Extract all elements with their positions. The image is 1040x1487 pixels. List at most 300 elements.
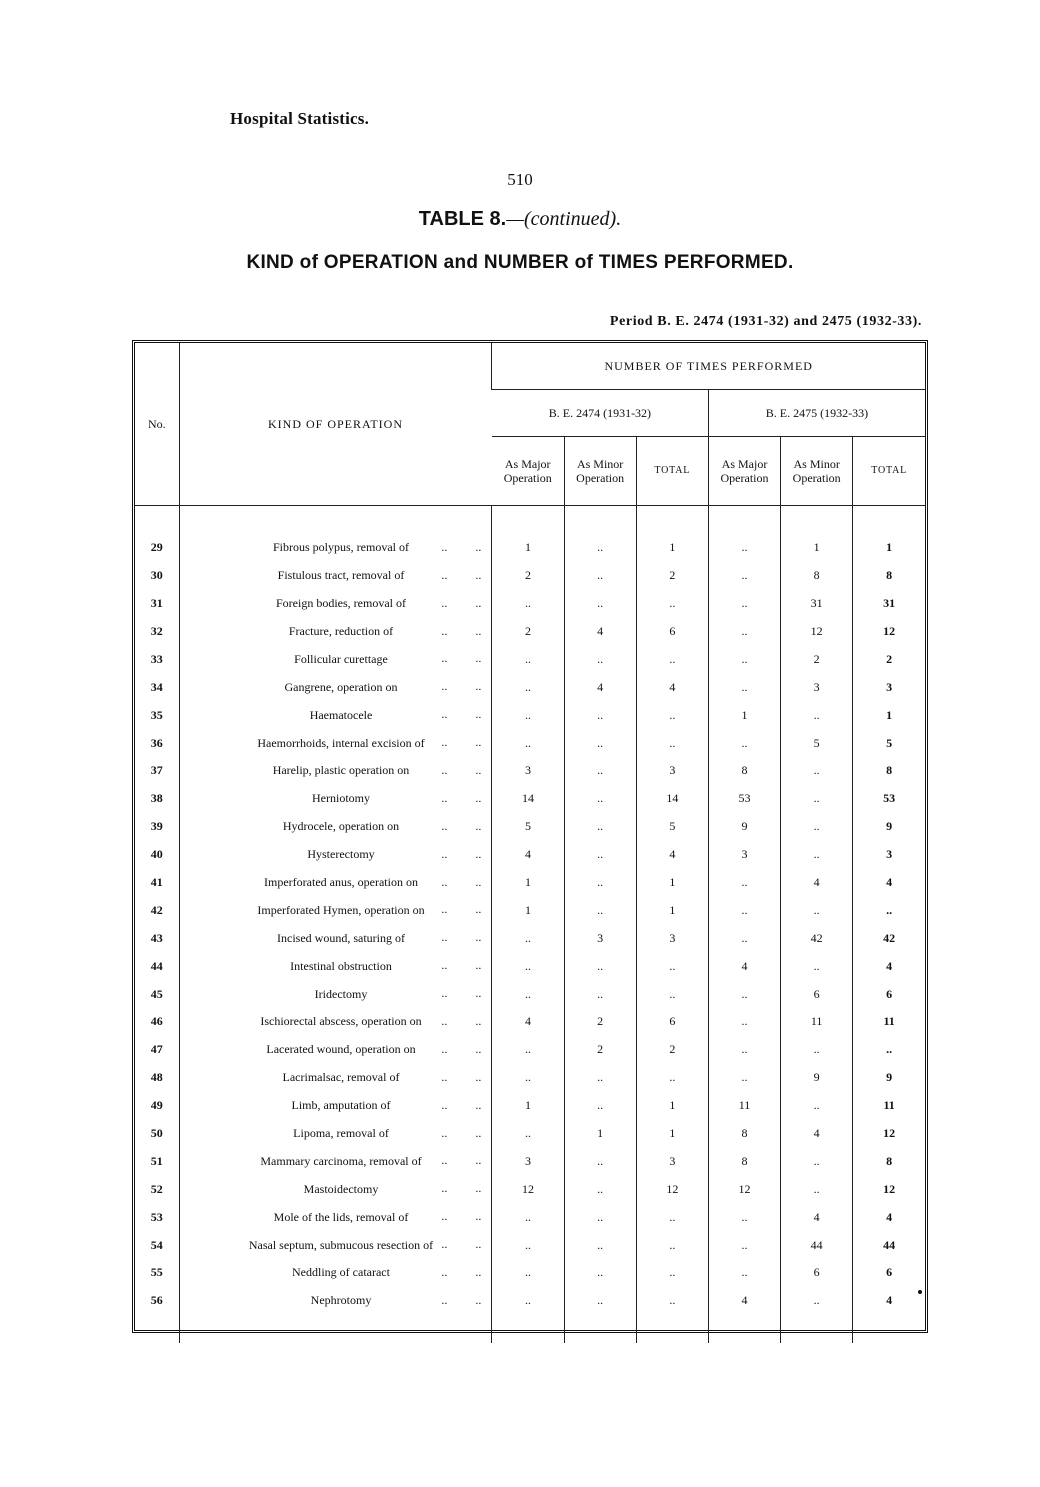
kind-of-operation: Fibrous polypus, removal of <box>273 540 409 555</box>
leader-dots: .. .. <box>441 1181 482 1196</box>
cell-total-2474: 4 <box>636 841 708 869</box>
cell-major-2475: .. <box>708 1259 780 1287</box>
subheader-major-2475 <box>708 437 780 506</box>
cell-minor-2474: 1 <box>564 1120 636 1148</box>
cell-total-2475: 44 <box>853 1231 925 1259</box>
cell-total-2475: 8 <box>853 562 925 590</box>
cell-total-2474: .. <box>636 1203 708 1231</box>
operations-table <box>135 343 925 1343</box>
cell-total-2474: 3 <box>636 924 708 952</box>
kind-of-operation: Intestinal obstruction <box>290 958 392 973</box>
row-number: 51 <box>150 1153 163 1168</box>
leader-dots: .. .. <box>441 623 482 638</box>
cell-total-2474: 3 <box>636 757 708 785</box>
table-row <box>135 562 925 590</box>
table-row <box>135 590 925 618</box>
cell-major-2474: 4 <box>492 841 564 869</box>
kind-of-operation-cell <box>179 785 492 813</box>
kind-of-operation: Mammary carcinoma, removal of <box>260 1153 422 1168</box>
kind-of-operation-cell <box>179 645 492 673</box>
cell-major-2474: 14 <box>492 785 564 813</box>
cell-minor-2474: .. <box>564 590 636 618</box>
kind-of-operation-cell <box>179 729 492 757</box>
table-row <box>135 1231 925 1259</box>
leader-dots: .. .. <box>441 679 482 694</box>
cell-total-2474: 4 <box>636 673 708 701</box>
cell-minor-2475: 4 <box>781 1120 853 1148</box>
cell-total-2475: 5 <box>853 729 925 757</box>
kind-of-operation-cell <box>179 534 492 562</box>
leader-dots: .. .. <box>441 707 482 722</box>
cell-minor-2475: .. <box>781 896 853 924</box>
cell-minor-2475: .. <box>781 785 853 813</box>
cell-major-2474: .. <box>492 1203 564 1231</box>
leader-dots: .. .. <box>441 595 482 610</box>
subheader-major-line1: As Major <box>721 457 768 471</box>
cell-minor-2475: .. <box>781 1147 853 1175</box>
row-number: 38 <box>150 791 163 806</box>
subheader-minor-line1: As Minor <box>576 457 624 471</box>
cell-total-2474: 12 <box>636 1175 708 1203</box>
kind-of-operation: Hysterectomy <box>307 847 375 862</box>
cell-minor-2474: .. <box>564 1287 636 1315</box>
row-number: 40 <box>150 847 163 862</box>
cell-minor-2475: 2 <box>781 645 853 673</box>
cell-major-2475: 8 <box>708 757 780 785</box>
cell-total-2475: 2 <box>853 645 925 673</box>
kind-of-operation: Follicular curettage <box>294 651 388 666</box>
kind-of-operation-cell <box>179 1064 492 1092</box>
cell-minor-2475: 5 <box>781 729 853 757</box>
leader-dots: .. .. <box>441 902 482 917</box>
kind-of-operation: Fracture, reduction of <box>288 624 394 638</box>
leader-dots: .. .. <box>441 651 482 666</box>
cell-major-2475: .. <box>708 896 780 924</box>
table-row <box>135 1036 925 1064</box>
kind-of-operation-cell <box>179 980 492 1008</box>
subheader-total-2475: TOTAL <box>853 437 925 506</box>
table-row <box>135 673 925 701</box>
cell-minor-2475: 3 <box>781 673 853 701</box>
cell-minor-2474: .. <box>564 869 636 897</box>
cell-total-2475: 6 <box>853 1259 925 1287</box>
kind-of-operation: Fistulous tract, removal of <box>277 568 405 583</box>
leader-dots: .. .. <box>441 818 482 833</box>
cell-minor-2475: 4 <box>781 1203 853 1231</box>
cell-minor-2474: .. <box>564 645 636 673</box>
cell-minor-2475: .. <box>781 841 853 869</box>
cell-total-2474: .. <box>636 1287 708 1315</box>
cell-total-2474: 14 <box>636 785 708 813</box>
cell-total-2474: .. <box>636 1231 708 1259</box>
leader-dots: .. .. <box>441 1292 482 1307</box>
cell-major-2474: .. <box>492 1259 564 1287</box>
cell-minor-2475: .. <box>781 1092 853 1120</box>
table-row <box>135 645 925 673</box>
cell-minor-2474: .. <box>564 1147 636 1175</box>
cell-major-2474: 2 <box>492 562 564 590</box>
cell-total-2474: .. <box>636 645 708 673</box>
cell-minor-2474: .. <box>564 1064 636 1092</box>
cell-major-2474: .. <box>492 980 564 1008</box>
cell-major-2474: 1 <box>492 896 564 924</box>
cell-total-2474: 3 <box>636 1147 708 1175</box>
cell-minor-2475: .. <box>781 757 853 785</box>
period-caption: Period B. E. 2474 (1931-32) and 2475 (1932-33). <box>609 314 922 329</box>
cell-major-2475: .. <box>708 645 780 673</box>
cell-minor-2474: .. <box>564 729 636 757</box>
cell-total-2475: .. <box>853 1036 925 1064</box>
kind-of-operation-cell <box>179 1120 492 1148</box>
cell-total-2475: 1 <box>853 534 925 562</box>
subheader-minor-line1: As Minor <box>793 457 840 471</box>
kind-of-operation: Lacerated wound, operation on <box>266 1042 416 1057</box>
cell-total-2474: 6 <box>636 618 708 646</box>
leader-dots: .. .. <box>441 1069 482 1084</box>
row-number: 46 <box>150 1014 163 1029</box>
cell-major-2474: .. <box>492 1036 564 1064</box>
row-number: 55 <box>150 1265 163 1280</box>
subheader-major-line1: As Major <box>504 457 551 471</box>
cell-minor-2475: 44 <box>781 1231 853 1259</box>
kind-of-operation-cell <box>179 1147 492 1175</box>
cell-total-2475: 12 <box>853 1120 925 1148</box>
row-number: 30 <box>150 568 163 583</box>
cell-minor-2474: .. <box>564 562 636 590</box>
cell-major-2475: 4 <box>708 1287 780 1315</box>
cell-total-2474: 5 <box>636 813 708 841</box>
subheader-minor-2474 <box>564 437 636 506</box>
table-row <box>135 757 925 785</box>
kind-of-operation-cell <box>179 757 492 785</box>
leader-dots: .. .. <box>441 1125 482 1140</box>
row-number: 31 <box>150 596 163 611</box>
cell-total-2474: 1 <box>636 1092 708 1120</box>
kind-of-operation-cell <box>179 841 492 869</box>
kind-of-operation-cell <box>179 896 492 924</box>
cell-minor-2474: .. <box>564 841 636 869</box>
kind-of-operation: Hydrocele, operation on <box>282 819 400 834</box>
kind-of-operation-cell <box>179 1203 492 1231</box>
table-row <box>135 1092 925 1120</box>
cell-total-2475: 11 <box>853 1092 925 1120</box>
cell-minor-2474: .. <box>564 534 636 562</box>
kind-of-operation-cell <box>179 701 492 729</box>
cell-minor-2474: .. <box>564 952 636 980</box>
row-number: 44 <box>150 958 163 973</box>
leader-dots: .. .. <box>441 763 482 778</box>
cell-major-2475: .. <box>708 1008 780 1036</box>
cell-major-2475: 12 <box>708 1175 780 1203</box>
table-row <box>135 1008 925 1036</box>
kind-of-operation-cell <box>179 1287 492 1315</box>
leader-dots: .. .. <box>441 1237 482 1252</box>
table-row <box>135 980 925 1008</box>
cell-total-2475: 6 <box>853 980 925 1008</box>
cell-minor-2474: .. <box>564 980 636 1008</box>
cell-total-2474: .. <box>636 590 708 618</box>
leader-dots: .. .. <box>441 735 482 750</box>
cell-total-2474: 2 <box>636 1036 708 1064</box>
leader-dots: .. .. <box>441 1265 482 1280</box>
kind-of-operation: Lacrimalsac, removal of <box>282 1070 400 1085</box>
cell-major-2475: 11 <box>708 1092 780 1120</box>
cell-total-2475: 4 <box>853 952 925 980</box>
table-row <box>135 1120 925 1148</box>
period-header-2475: B. E. 2475 (1932-33) <box>708 390 925 437</box>
cell-major-2474: .. <box>492 729 564 757</box>
table-continued: —(continued). <box>506 208 622 230</box>
cell-minor-2474: .. <box>564 1259 636 1287</box>
cell-major-2475: .. <box>708 590 780 618</box>
row-number: 39 <box>150 819 163 834</box>
table-row <box>135 701 925 729</box>
kind-of-operation: Foreign bodies, removal of <box>276 596 406 611</box>
ink-dot <box>918 1290 922 1294</box>
table-row <box>135 952 925 980</box>
subheader-major-line2: Operation <box>720 471 769 485</box>
period-header-2474: B. E. 2474 (1931-32) <box>492 390 709 437</box>
table-row <box>135 1259 925 1287</box>
cell-major-2475: .. <box>708 673 780 701</box>
row-number: 49 <box>150 1098 163 1113</box>
running-title: Hospital Statistics. <box>230 109 370 128</box>
cell-minor-2474: .. <box>564 1231 636 1259</box>
cell-minor-2474: .. <box>564 896 636 924</box>
subheader-major-line2: Operation <box>503 471 552 485</box>
cell-major-2475: .. <box>708 869 780 897</box>
cell-total-2475: 8 <box>853 757 925 785</box>
cell-major-2474: 12 <box>492 1175 564 1203</box>
cell-minor-2475: 6 <box>781 980 853 1008</box>
cell-minor-2474: .. <box>564 813 636 841</box>
cell-total-2475: 4 <box>853 869 925 897</box>
cell-major-2474: 5 <box>492 813 564 841</box>
leader-dots: .. .. <box>441 874 482 889</box>
kind-of-operation: Nasal septum, submucous resection of <box>248 1237 434 1252</box>
kind-of-operation: Herniotomy <box>312 791 370 806</box>
cell-total-2475: 31 <box>853 590 925 618</box>
cell-total-2475: 12 <box>853 1175 925 1203</box>
row-number: 50 <box>150 1126 163 1141</box>
cell-minor-2475: .. <box>781 1287 853 1315</box>
cell-minor-2475: .. <box>781 813 853 841</box>
kind-of-operation-cell <box>179 590 492 618</box>
kind-of-operation-cell <box>179 1092 492 1120</box>
cell-minor-2475: .. <box>781 1036 853 1064</box>
cell-total-2475: 3 <box>853 673 925 701</box>
cell-minor-2474: .. <box>564 701 636 729</box>
cell-total-2475: .. <box>853 896 925 924</box>
cell-major-2474: 3 <box>492 757 564 785</box>
table-row <box>135 1064 925 1092</box>
kind-of-operation: Haemorrhoids, internal excision of <box>257 735 425 750</box>
cell-major-2475: 8 <box>708 1147 780 1175</box>
row-number: 52 <box>150 1181 163 1196</box>
kind-of-operation: Ischiorectal abscess, operation on <box>260 1014 422 1029</box>
cell-minor-2475: 11 <box>781 1008 853 1036</box>
cell-major-2475: .. <box>708 1064 780 1092</box>
table-row <box>135 1147 925 1175</box>
cell-total-2474: 1 <box>636 1120 708 1148</box>
kind-of-operation: Imperforated anus, operation on <box>264 875 418 890</box>
table-title <box>0 208 1040 231</box>
kind-of-operation-cell <box>179 813 492 841</box>
cell-total-2474: 1 <box>636 869 708 897</box>
kind-of-operation: Harelip, plastic operation on <box>272 763 410 778</box>
cell-minor-2475: 31 <box>781 590 853 618</box>
kind-of-operation: Gangrene, operation on <box>284 679 398 694</box>
row-number: 36 <box>150 735 163 750</box>
cell-major-2474: .. <box>492 1287 564 1315</box>
row-number: 37 <box>150 763 163 778</box>
cell-major-2475: 8 <box>708 1120 780 1148</box>
table-row <box>135 618 925 646</box>
row-number: 45 <box>150 986 163 1001</box>
table-row <box>135 813 925 841</box>
kind-of-operation-cell <box>179 1008 492 1036</box>
kind-of-operation: Lipoma, removal of <box>293 1126 389 1141</box>
leader-dots: .. .. <box>441 1041 482 1056</box>
kind-of-operation: Imperforated Hymen, operation on <box>257 902 425 917</box>
cell-minor-2474: 2 <box>564 1008 636 1036</box>
kind-of-operation-cell <box>179 1036 492 1064</box>
row-number: 41 <box>150 875 163 890</box>
column-header-no: No. <box>147 416 166 431</box>
cell-major-2474: 2 <box>492 618 564 646</box>
cell-major-2475: .. <box>708 1036 780 1064</box>
subheader-minor-line2: Operation <box>576 471 625 485</box>
cell-total-2475: 1 <box>853 701 925 729</box>
cell-minor-2474: .. <box>564 1092 636 1120</box>
kind-of-operation: Mastoidectomy <box>303 1181 379 1196</box>
cell-major-2474: .. <box>492 924 564 952</box>
cell-total-2474: 1 <box>636 896 708 924</box>
cell-minor-2475: .. <box>781 1175 853 1203</box>
cell-minor-2474: .. <box>564 785 636 813</box>
cell-total-2475: 53 <box>853 785 925 813</box>
cell-minor-2475: 6 <box>781 1259 853 1287</box>
leader-dots: .. .. <box>441 1153 482 1168</box>
row-number: 33 <box>150 651 163 666</box>
row-number: 32 <box>150 624 163 638</box>
cell-major-2474: 1 <box>492 534 564 562</box>
cell-major-2475: .. <box>708 562 780 590</box>
operations-table-frame <box>132 340 928 1333</box>
cell-minor-2474: .. <box>564 1175 636 1203</box>
cell-major-2474: .. <box>492 1120 564 1148</box>
subheader-total-2474: TOTAL <box>636 437 708 506</box>
cell-major-2475: 1 <box>708 701 780 729</box>
row-number: 43 <box>150 930 163 945</box>
table-row <box>135 924 925 952</box>
subheader-major-2474 <box>492 437 564 506</box>
cell-major-2474: .. <box>492 1231 564 1259</box>
end-padding-row <box>135 1315 925 1343</box>
cell-minor-2474: .. <box>564 1203 636 1231</box>
cell-major-2474: 1 <box>492 869 564 897</box>
row-number: 29 <box>150 540 163 555</box>
cell-total-2475: 3 <box>853 841 925 869</box>
page-number: 510 <box>507 170 533 189</box>
cell-total-2474: 6 <box>636 1008 708 1036</box>
cell-major-2475: .. <box>708 534 780 562</box>
row-number: 34 <box>150 679 163 694</box>
cell-total-2475: 9 <box>853 1064 925 1092</box>
leader-dots: .. .. <box>441 1097 482 1112</box>
table-row <box>135 896 925 924</box>
cell-major-2475: .. <box>708 1203 780 1231</box>
kind-of-operation: Nephrotomy <box>310 1293 372 1308</box>
cell-major-2474: .. <box>492 1064 564 1092</box>
table-row <box>135 785 925 813</box>
cell-minor-2474: 3 <box>564 924 636 952</box>
kind-of-operation-cell <box>179 1259 492 1287</box>
kind-of-operation: Neddling of cataract <box>292 1265 390 1280</box>
table-row <box>135 729 925 757</box>
table-row <box>135 841 925 869</box>
column-header-kind: KIND OF OPERATION <box>179 343 492 506</box>
cell-major-2474: 1 <box>492 1092 564 1120</box>
row-number: 56 <box>150 1293 163 1308</box>
cell-major-2474: 4 <box>492 1008 564 1036</box>
cell-total-2474: .. <box>636 701 708 729</box>
leader-dots: .. .. <box>441 1209 482 1224</box>
leader-dots: .. .. <box>441 930 482 945</box>
kind-of-operation-cell <box>179 673 492 701</box>
row-number: 53 <box>150 1209 163 1224</box>
table-row <box>135 1203 925 1231</box>
cell-major-2474: 3 <box>492 1147 564 1175</box>
cell-major-2474: .. <box>492 701 564 729</box>
cell-total-2475: 9 <box>853 813 925 841</box>
cell-minor-2475: 8 <box>781 562 853 590</box>
cell-major-2474: .. <box>492 673 564 701</box>
cell-major-2475: 3 <box>708 841 780 869</box>
cell-minor-2474: 4 <box>564 618 636 646</box>
cell-major-2475: 4 <box>708 952 780 980</box>
table-row <box>135 869 925 897</box>
cell-total-2474: 1 <box>636 534 708 562</box>
kind-of-operation: Iridectomy <box>314 986 368 1001</box>
leader-dots: .. .. <box>441 539 482 554</box>
cell-minor-2475: .. <box>781 952 853 980</box>
cell-major-2475: .. <box>708 980 780 1008</box>
cell-major-2475: .. <box>708 729 780 757</box>
cell-major-2475: 9 <box>708 813 780 841</box>
row-number: 54 <box>150 1237 163 1252</box>
table-body <box>135 506 925 1343</box>
row-number: 48 <box>150 1070 163 1085</box>
kind-of-operation-cell <box>179 952 492 980</box>
cell-total-2475: 4 <box>853 1287 925 1315</box>
subheader-minor-line2: Operation <box>792 471 841 485</box>
cell-total-2474: .. <box>636 1064 708 1092</box>
cell-minor-2474: .. <box>564 757 636 785</box>
table-row <box>135 1287 925 1315</box>
kind-of-operation-cell <box>179 1231 492 1259</box>
leader-dots: .. .. <box>441 1014 482 1029</box>
cell-major-2475: .. <box>708 1231 780 1259</box>
cell-major-2474: .. <box>492 590 564 618</box>
cell-total-2474: .. <box>636 1259 708 1287</box>
cell-minor-2475: 1 <box>781 534 853 562</box>
leader-dots: .. .. <box>441 958 482 973</box>
cell-major-2475: 53 <box>708 785 780 813</box>
cell-minor-2475: 9 <box>781 1064 853 1092</box>
cell-minor-2475: .. <box>781 701 853 729</box>
cell-minor-2474: 2 <box>564 1036 636 1064</box>
